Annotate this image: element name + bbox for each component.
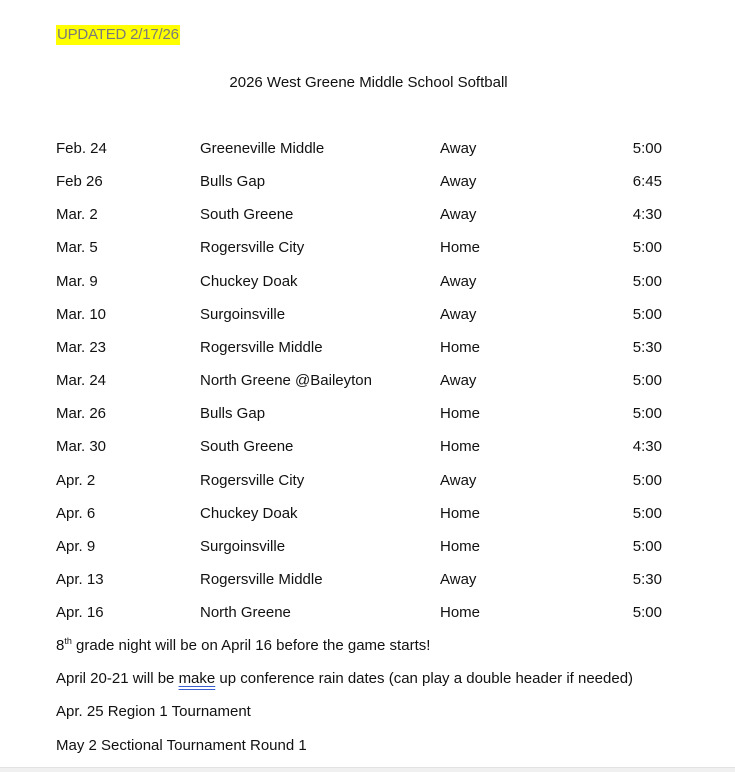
game-location: Away	[440, 372, 477, 390]
game-location: Home	[440, 537, 481, 555]
game-time: 5:00	[632, 372, 662, 390]
game-location: Away	[440, 140, 477, 157]
schedule-row	[0, 238, 735, 258]
game-location: Away	[440, 471, 477, 489]
note-eighth-grade-night	[56, 636, 430, 656]
game-time: 6:45	[632, 173, 662, 191]
note-sectional-tournament: May 2 Sectional Tournament Round 1	[56, 737, 307, 754]
game-date: Feb. 24	[56, 140, 107, 157]
game-location: Away	[440, 570, 477, 588]
game-opponent: Rogersville Middle	[200, 338, 323, 356]
game-time: 5:00	[632, 140, 662, 157]
game-opponent: Rogersville City	[200, 239, 305, 257]
game-opponent: North Greene @Baileyton	[200, 372, 372, 390]
schedule-row	[0, 139, 735, 159]
game-time: 4:30	[632, 206, 662, 224]
game-time: 5:00	[632, 504, 662, 522]
game-date: Mar. 26	[56, 405, 107, 423]
game-date: Mar. 2	[56, 206, 98, 224]
game-opponent: Greeneville Middle	[200, 140, 325, 157]
game-opponent: Chuckey Doak	[200, 504, 298, 522]
game-opponent: South Greene	[200, 206, 294, 224]
note-text: April 20-21 will be	[56, 670, 179, 687]
note-num: 8	[56, 637, 65, 654]
note-text: up conference rain dates (can play a double header if needed)	[215, 670, 634, 687]
game-time: 5:00	[632, 471, 662, 489]
note-rain-dates	[56, 669, 633, 689]
updated-date-highlight: UPDATED 2/17/26	[57, 26, 179, 43]
game-time: 5:00	[632, 405, 662, 423]
schedule-row	[0, 570, 735, 590]
game-opponent: Bulls Gap	[200, 173, 266, 191]
game-location: Home	[440, 405, 481, 423]
game-date: Apr. 16	[56, 604, 104, 622]
game-location: Home	[440, 438, 481, 456]
game-location: Home	[440, 504, 481, 522]
schedule-row	[0, 437, 735, 457]
game-location: Away	[440, 173, 477, 191]
game-time: 5:00	[632, 537, 662, 555]
game-time: 5:00	[632, 604, 662, 622]
schedule-row	[0, 603, 735, 623]
schedule-row	[0, 205, 735, 225]
game-location: Home	[440, 239, 481, 257]
note-text: grade night will be on April 16 before the game starts!	[71, 637, 431, 654]
game-opponent: Bulls Gap	[200, 405, 266, 423]
schedule-row	[0, 338, 735, 358]
game-date: Mar. 30	[56, 438, 107, 456]
game-opponent: Surgoinsville	[200, 305, 286, 323]
game-time: 5:00	[632, 305, 662, 323]
game-location: Away	[440, 272, 477, 290]
schedule-row	[0, 537, 735, 557]
page-bottom-edge	[0, 767, 735, 772]
game-opponent: South Greene	[200, 438, 294, 456]
game-time: 5:30	[632, 338, 662, 356]
game-location: Away	[440, 206, 477, 224]
schedule-row	[0, 504, 735, 524]
game-date: Apr. 13	[56, 570, 104, 588]
game-date: Mar. 5	[56, 239, 98, 257]
schedule-row	[0, 404, 735, 424]
schedule-row	[0, 172, 735, 192]
schedule-row	[0, 305, 735, 325]
game-location: Home	[440, 338, 481, 356]
game-date: Mar. 23	[56, 338, 107, 356]
game-opponent: Surgoinsville	[200, 537, 286, 555]
game-location: Away	[440, 305, 477, 323]
spellcheck-marked-word[interactable]: make	[178, 670, 216, 687]
game-time: 5:30	[632, 570, 662, 588]
game-time: 4:30	[632, 438, 662, 456]
game-date: Apr. 6	[56, 504, 96, 522]
game-opponent: Chuckey Doak	[200, 272, 298, 290]
game-opponent: Rogersville City	[200, 471, 305, 489]
game-date: Apr. 9	[56, 537, 96, 555]
game-time: 5:00	[632, 272, 662, 290]
note-superscript: th	[64, 636, 72, 646]
game-opponent: Rogersville Middle	[200, 570, 323, 588]
schedule-row	[0, 272, 735, 292]
game-date: Mar. 9	[56, 272, 98, 290]
game-date: Feb 26	[56, 173, 103, 191]
game-location: Home	[440, 604, 481, 622]
game-date: Mar. 10	[56, 305, 107, 323]
schedule-row	[0, 471, 735, 491]
game-opponent: North Greene	[200, 604, 291, 622]
schedule-row	[0, 371, 735, 391]
game-time: 5:00	[632, 239, 662, 257]
game-date: Apr. 2	[56, 471, 96, 489]
document-title: 2026 West Greene Middle School Softball	[229, 74, 508, 91]
note-region-tournament: Apr. 25 Region 1 Tournament	[56, 703, 251, 720]
game-date: Mar. 24	[56, 372, 107, 390]
